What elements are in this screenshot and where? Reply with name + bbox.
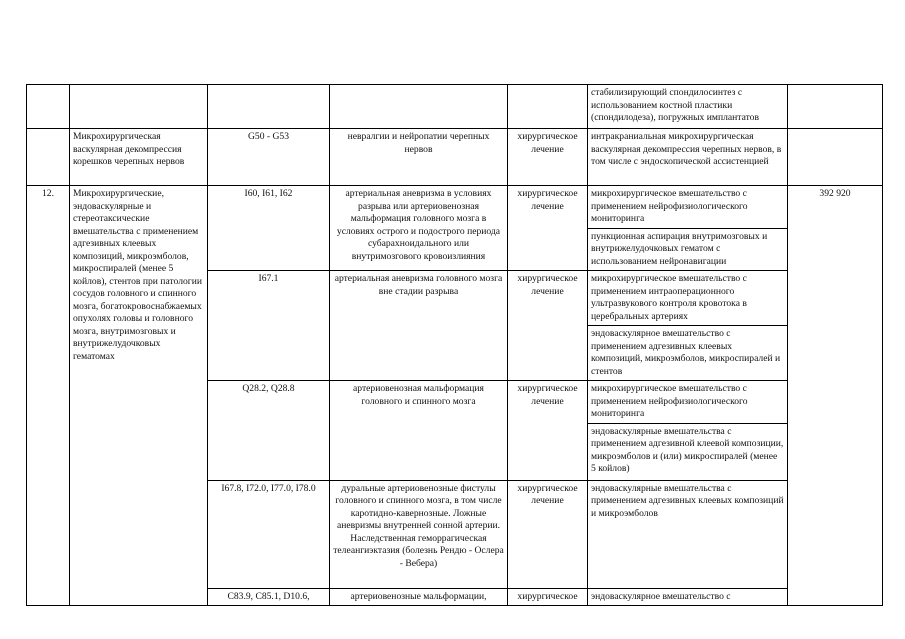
method-cell: эндоваскулярные вмешательства с применением адгезивной клеевой композиции, микроэмболов и (или) микроспиралей (менее 5 койлов) (588, 423, 788, 480)
code-cell: C83.9, C85.1, D10.6, (208, 588, 330, 606)
model-cell: невралгии и нейропатии черепных нервов (330, 129, 508, 186)
cost-cell (788, 85, 883, 129)
name-cell: Микрохирургические, эндоваскулярные и стереотаксические вмешательства с применением адгезивных клеевых композиций, микроэмболов, микроспиралей (менее 5 койлов), стентов при патологии сосудов головного и спинного мозга, богатокровоснабжаемых опухолях головы и головного мозга, внутримозговых и внутрижелудочковых гематомах (70, 186, 208, 606)
table-row (27, 85, 883, 129)
method-cell: пункционная аспирация внутримозговых и внутрижелудочковых гематом с использованием нейронавигации (588, 228, 788, 271)
model-cell: дуральные артериовенозные фистулы головного и спинного мозга, в том числе каротидно-кавернозные. Ложные аневризмы внутренней сонной артерии. Наследственная геморрагическая телеангиэктазия (болезнь Рендю - Ослера - Вебера) (330, 480, 508, 588)
table-row (27, 129, 883, 186)
code-cell: I67.8, I72.0, I77.0, I78.0 (208, 480, 330, 588)
type-cell: хирургическое (508, 588, 588, 606)
table-row (27, 186, 883, 229)
code-cell: Q28.2, Q28.8 (208, 381, 330, 481)
model-cell: артериовенозные мальформации, (330, 588, 508, 606)
name-cell: Микрохирургическая васкулярная декомпрессия корешков черепных нервов (70, 129, 208, 186)
model-cell (330, 85, 508, 129)
method-cell: стабилизирующий спондилосинтез с использованием костной пластики (спондилодеза), погружных имплантатов (588, 85, 788, 129)
method-cell: эндоваскулярное вмешательство с применением адгезивных клеевых композиций, микроэмболов, микроспиралей и стентов (588, 326, 788, 381)
medical-care-table (26, 84, 883, 606)
type-cell: хирургическое лечение (508, 129, 588, 186)
method-cell: микрохирургическое вмешательство с применением интраоперационного ультразвукового контроля кровотока в церебральных артериях (588, 271, 788, 326)
type-cell: хирургическое лечение (508, 186, 588, 271)
method-cell: эндоваскулярные вмешательства с применением адгезивных клеевых композиций и микроэмболов (588, 480, 788, 588)
model-cell: артериовенозная мальформация головного и спинного мозга (330, 381, 508, 481)
name-cell (70, 85, 208, 129)
method-cell: эндоваскулярное вмешательство с (588, 588, 788, 606)
model-cell: артериальная аневризма в условиях разрыва или артериовенозная мальформация головного мозга в условиях острого и подострого периода субарахноидального или внутримозгового кровоизлияния (330, 186, 508, 271)
type-cell: хирургическое лечение (508, 271, 588, 381)
type-cell: хирургическое лечение (508, 480, 588, 588)
method-cell: микрохирургическое вмешательство с применением нейрофизиологического мониторинга (588, 381, 788, 424)
code-cell: I67.1 (208, 271, 330, 381)
code-cell: G50 - G53 (208, 129, 330, 186)
method-cell: интракраниальная микрохирургическая васкулярная декомпрессия черепных нервов, в том числе с эндоскопической ассистенцией (588, 129, 788, 186)
num-cell (27, 85, 70, 129)
type-cell (508, 85, 588, 129)
num-cell (27, 129, 70, 186)
method-cell: микрохирургическое вмешательство с применением нейрофизиологического мониторинга (588, 186, 788, 229)
num-cell: 12. (27, 186, 70, 606)
cost-cell (788, 129, 883, 186)
cost-cell: 392 920 (788, 186, 883, 606)
type-cell: хирургическое лечение (508, 381, 588, 481)
model-cell: артериальная аневризма головного мозга вне стадии разрыва (330, 271, 508, 381)
code-cell: I60, I61, I62 (208, 186, 330, 271)
code-cell (208, 85, 330, 129)
